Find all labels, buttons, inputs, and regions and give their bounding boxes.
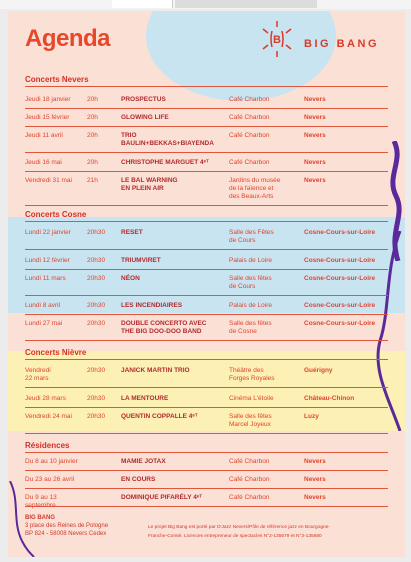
event-artist xyxy=(121,302,229,310)
event-time: 20h xyxy=(87,96,98,103)
event-artist xyxy=(121,367,229,375)
event-venue-line: de la faïence et xyxy=(229,185,274,192)
event-date-line: Lundi 12 février xyxy=(25,257,70,264)
event-date-line: Vendredi 31 mai xyxy=(25,177,72,184)
event-artist-line: CHRISTOPHE MARGUET 4ᵉᵀ xyxy=(121,159,209,166)
footer-address-line: 3 place des Reines de Pologne xyxy=(25,523,109,529)
svg-text:B: B xyxy=(273,34,281,46)
event-date xyxy=(25,177,87,185)
big-bang-logo xyxy=(260,21,294,57)
event-date-line: 22 mars xyxy=(25,375,49,382)
event-artist-line: LES INCENDIAIRES xyxy=(121,302,183,309)
event-date-line: Jeudi 28 mars xyxy=(25,395,66,402)
event-artist xyxy=(121,177,229,193)
tab[interactable] xyxy=(112,0,173,8)
event-date xyxy=(25,302,87,310)
event-date-line: Lundi 8 avril xyxy=(25,302,61,309)
event-venue xyxy=(229,494,302,502)
agenda-page xyxy=(8,11,405,557)
event-time: 20h30 xyxy=(87,367,106,374)
event-time: 20h xyxy=(87,132,98,139)
row-divider xyxy=(25,108,388,109)
event-date xyxy=(25,96,87,104)
page-title: Agenda xyxy=(25,25,111,52)
row-divider xyxy=(25,488,388,489)
event-venue xyxy=(229,177,302,201)
event-time: 20h30 xyxy=(87,320,106,327)
row-divider xyxy=(25,152,388,153)
event-artist xyxy=(121,275,229,283)
event-venue-line: de Cours xyxy=(229,283,256,290)
event-city: Nevers xyxy=(304,132,326,139)
event-venue-line: Marcel Joyeux xyxy=(229,421,271,428)
browser-top-strip xyxy=(0,0,411,9)
credit-line: Le projet Big Bang est porté par D'Jazz Nevers/Pôle de référence jazz en Bourgogne- xyxy=(148,525,330,530)
event-artist xyxy=(121,476,229,484)
event-date-line: Lundi 27 mai xyxy=(25,320,63,327)
decor-blue-blob xyxy=(146,11,336,101)
event-venue xyxy=(229,367,302,383)
event-artist xyxy=(121,458,229,466)
row-divider xyxy=(25,314,388,315)
event-venue xyxy=(229,458,302,466)
event-city: Cosne-Cours-sur-Loire xyxy=(304,229,376,236)
event-date xyxy=(25,458,87,466)
event-venue xyxy=(229,476,302,484)
event-venue-line: Salle des fêtes xyxy=(229,320,272,327)
event-date xyxy=(25,159,87,167)
event-date xyxy=(25,229,87,237)
row-divider xyxy=(25,433,388,434)
event-date-line: Vendredi 24 mai xyxy=(25,413,72,420)
event-artist xyxy=(121,494,229,502)
event-artist xyxy=(121,229,229,237)
event-date-line: Du 23 au 26 avril xyxy=(25,476,75,483)
event-date-line: Jeudi 11 avril xyxy=(25,132,63,139)
footer-address-line: BP 824 - 58008 Nevers Cedex xyxy=(25,531,107,537)
footer-address xyxy=(25,514,108,538)
event-date-line: Jeudi 15 février xyxy=(25,114,70,121)
event-city: Nevers xyxy=(304,458,326,465)
row-divider xyxy=(25,340,388,341)
section-heading: Concerts Nevers xyxy=(25,75,89,84)
event-venue-line: de Cours xyxy=(229,237,256,244)
credit-line: Franche-Comté. Licences entrepreneur de spectacles N°2-135679 et N°3-135680 xyxy=(148,534,322,539)
section-heading: Résidences xyxy=(25,441,70,450)
event-date xyxy=(25,132,87,140)
event-venue-line: Salle des Fêtes xyxy=(229,229,274,236)
event-venue xyxy=(229,275,302,291)
event-artist-line: EN COURS xyxy=(121,476,156,483)
event-venue-line: Café Charbon xyxy=(229,476,270,483)
event-city: Nevers xyxy=(304,494,326,501)
event-artist-line: TRIUMVIRET xyxy=(121,257,161,264)
event-city: Luzy xyxy=(304,413,319,420)
event-time: 20h30 xyxy=(87,275,106,282)
event-artist-line: BAULIN+BEKKAS+BIAYENDA xyxy=(121,140,214,147)
event-artist-line: LA MENTOURE xyxy=(121,395,169,402)
row-divider xyxy=(25,205,388,206)
row-divider xyxy=(25,506,388,507)
event-venue-line: Café Charbon xyxy=(229,114,270,121)
event-venue-line: des Beaux-Arts xyxy=(229,193,274,200)
event-city: Cosne-Cours-sur-Loire xyxy=(304,302,376,309)
event-time: 20h xyxy=(87,159,98,166)
event-artist xyxy=(121,395,229,403)
event-artist-line: LE BAL WARNING xyxy=(121,177,178,184)
event-artist-line: DOUBLE CONCERTO AVEC xyxy=(121,320,207,327)
event-artist xyxy=(121,114,229,122)
event-venue-line: Café Charbon xyxy=(229,159,270,166)
address-bar[interactable] xyxy=(175,0,317,8)
event-city: Nevers xyxy=(304,177,326,184)
event-venue-line: Café Charbon xyxy=(229,458,270,465)
brand-name: BIG BANG xyxy=(304,38,379,50)
event-artist-line: RESET xyxy=(121,229,143,236)
event-artist xyxy=(121,159,229,167)
event-venue xyxy=(229,229,302,245)
event-time: 21h xyxy=(87,177,98,184)
event-venue-line: Café Charbon xyxy=(229,494,270,501)
event-venue xyxy=(229,132,302,140)
event-venue-line: Café Charbon xyxy=(229,96,270,103)
event-artist-line: JANICK MARTIN TRIO xyxy=(121,367,190,374)
event-date-line: Vendredi xyxy=(25,367,51,374)
event-city: Cosne-Cours-sur-Loire xyxy=(304,320,376,327)
event-city: Guérigny xyxy=(304,367,333,374)
section-divider xyxy=(25,86,388,87)
event-artist xyxy=(121,132,229,148)
event-venue-line: Jardins du musée xyxy=(229,177,281,184)
event-artist-line: DOMINIQUE PIFARÉLY 4ᵉᵀ xyxy=(121,494,203,501)
event-date-line: Du 8 au 10 janvier xyxy=(25,458,78,465)
row-divider xyxy=(25,387,388,388)
event-date-line: Jeudi 16 mai xyxy=(25,159,62,166)
event-artist-line: THE BIG DOO-DOO BAND xyxy=(121,328,202,335)
row-divider xyxy=(25,249,388,250)
event-venue xyxy=(229,413,302,429)
section-heading: Concerts Cosne xyxy=(25,210,87,219)
event-date-line: Jeudi 18 janvier xyxy=(25,96,71,103)
event-date-line: Lundi 11 mars xyxy=(25,275,66,282)
event-date xyxy=(25,275,87,283)
event-venue-line: Café Charbon xyxy=(229,132,270,139)
event-city: Nevers xyxy=(304,159,326,166)
event-artist-line: PROSPECTUS xyxy=(121,96,166,103)
event-artist-line: MAMIE JOTAX xyxy=(121,458,166,465)
row-divider xyxy=(25,171,388,172)
row-divider xyxy=(25,407,388,408)
event-artist-line: NÉON xyxy=(121,275,140,282)
event-artist xyxy=(121,96,229,104)
footer-credit xyxy=(148,523,378,541)
event-date xyxy=(25,476,87,484)
event-date-line: Lundi 22 janvier xyxy=(25,229,71,236)
event-venue xyxy=(229,114,302,122)
event-artist-line: QUENTIN COPPALLE 4ᵉᵀ xyxy=(121,413,198,420)
event-city: Nevers xyxy=(304,476,326,483)
section-divider xyxy=(25,221,388,222)
event-time: 20h30 xyxy=(87,395,106,402)
section-heading: Concerts Nièvre xyxy=(25,348,87,357)
event-venue-line: Palais de Loire xyxy=(229,257,272,264)
event-venue-line: Théâtre des xyxy=(229,367,264,374)
event-artist-line: TRIO xyxy=(121,132,137,139)
event-artist xyxy=(121,413,229,421)
event-date xyxy=(25,367,87,383)
event-city: Nevers xyxy=(304,114,326,121)
event-time: 20h30 xyxy=(87,229,106,236)
row-divider xyxy=(25,295,388,296)
event-date xyxy=(25,257,87,265)
event-venue-line: de Cosne xyxy=(229,328,257,335)
event-venue xyxy=(229,159,302,167)
event-artist-line: GLOWING LIFE xyxy=(121,114,169,121)
event-date xyxy=(25,114,87,122)
row-divider xyxy=(25,126,388,127)
event-time: 20h xyxy=(87,114,98,121)
event-venue xyxy=(229,96,302,104)
event-venue xyxy=(229,257,302,265)
event-venue-line: Cinéma L'étoile xyxy=(229,395,274,402)
event-time: 20h30 xyxy=(87,302,106,309)
event-artist xyxy=(121,320,229,336)
row-divider xyxy=(25,470,388,471)
event-time: 20h30 xyxy=(87,257,106,264)
event-venue xyxy=(229,395,302,403)
event-time: 20h30 xyxy=(87,413,106,420)
event-venue-line: Forges Royales xyxy=(229,375,275,382)
event-date-line: Du 9 au 13 xyxy=(25,494,57,501)
event-date xyxy=(25,413,87,421)
section-divider xyxy=(25,359,388,360)
event-venue-line: Palais de Loire xyxy=(229,302,272,309)
event-city: Nevers xyxy=(304,96,326,103)
event-venue-line: Salle des fêtes xyxy=(229,275,272,282)
row-divider xyxy=(25,269,388,270)
event-venue-line: Salle des fêtes xyxy=(229,413,272,420)
footer-name: BIG BANG xyxy=(25,515,55,521)
event-city: Château-Chinon xyxy=(304,395,355,402)
event-artist-line: EN PLEIN AIR xyxy=(121,185,164,192)
event-date xyxy=(25,395,87,403)
event-date xyxy=(25,320,87,328)
event-city: Cosne-Cours-sur-Loire xyxy=(304,257,376,264)
event-city: Cosne-Cours-sur-Loire xyxy=(304,275,376,282)
event-venue xyxy=(229,320,302,336)
event-artist xyxy=(121,257,229,265)
event-venue xyxy=(229,302,302,310)
event-date xyxy=(25,494,87,510)
section-divider xyxy=(25,452,388,453)
